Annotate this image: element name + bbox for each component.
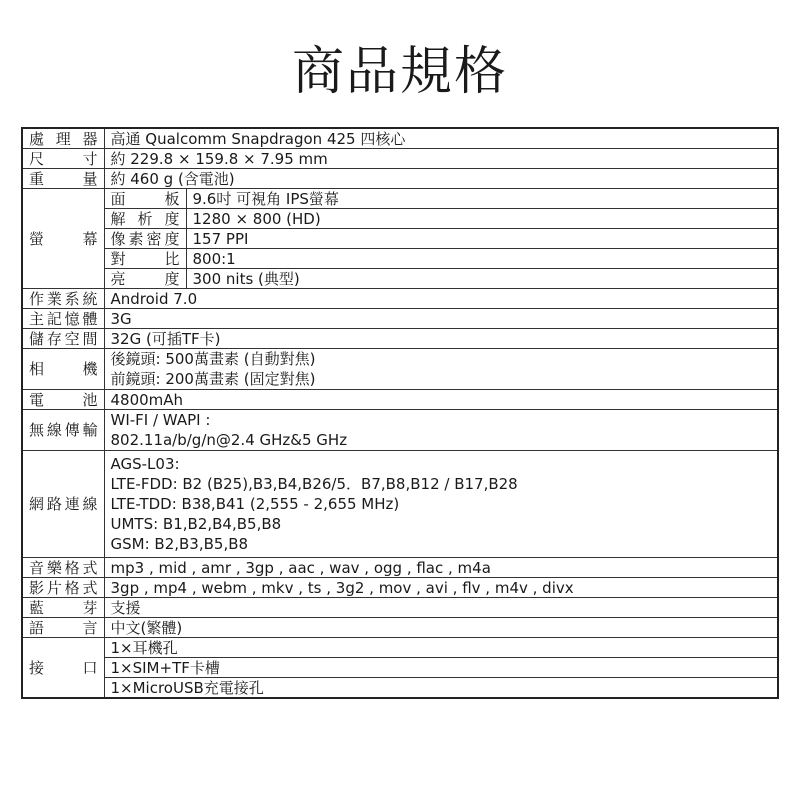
spec-label: 作業系統 bbox=[22, 289, 104, 309]
spec-value: 中文(繁體) bbox=[104, 618, 778, 638]
table-row-ports-3 bbox=[22, 678, 778, 699]
spec-value: mp3 , mid , amr , 3gp , aac , wav , ogg , flac , m4a bbox=[104, 558, 778, 578]
table-row-audio bbox=[22, 558, 778, 578]
table-row-os bbox=[22, 289, 778, 309]
spec-value-line: AGS-L03: bbox=[110, 455, 180, 473]
spec-value: Android 7.0 bbox=[104, 289, 778, 309]
table-row-video bbox=[22, 578, 778, 598]
spec-value: 3G bbox=[104, 309, 778, 329]
spec-sublabel: 亮度 bbox=[104, 269, 186, 289]
spec-label: 儲存空間 bbox=[22, 329, 104, 349]
spec-label: 處理器 bbox=[22, 128, 104, 149]
spec-label: 音樂格式 bbox=[22, 558, 104, 578]
spec-sublabel: 對比 bbox=[104, 249, 186, 269]
page-title: 商品規格 bbox=[291, 42, 508, 102]
spec-label: 藍芽 bbox=[22, 598, 104, 618]
spec-value-line: WI-FI / WAPI : bbox=[110, 411, 211, 429]
spec-label: 重量 bbox=[22, 169, 104, 189]
table-row-screen-contrast bbox=[22, 249, 778, 269]
spec-label: 電池 bbox=[22, 390, 104, 410]
spec-value bbox=[104, 451, 778, 558]
spec-label: 相機 bbox=[22, 349, 104, 390]
spec-value bbox=[104, 349, 778, 390]
spec-value: 157 PPI bbox=[186, 229, 778, 249]
table-row-storage bbox=[22, 329, 778, 349]
table-row-bluetooth bbox=[22, 598, 778, 618]
spec-sublabel: 像素密度 bbox=[104, 229, 186, 249]
spec-value-line: 後鏡頭: 500萬畫素 (自動對焦) bbox=[110, 350, 316, 368]
spec-value-line: 前鏡頭: 200萬畫素 (固定對焦) bbox=[110, 370, 316, 388]
spec-value: 約 229.8 × 159.8 × 7.95 mm bbox=[104, 149, 778, 169]
table-row-ports-1 bbox=[22, 638, 778, 658]
table-row-weight bbox=[22, 169, 778, 189]
spec-sublabel: 解析度 bbox=[104, 209, 186, 229]
spec-value: 約 460 g (含電池) bbox=[104, 169, 778, 189]
spec-value-line: LTE-FDD: B2 (B25),B3,B4,B26/5．B7,B8,B12 / B17,B28 bbox=[110, 475, 518, 493]
spec-value: 支援 bbox=[104, 598, 778, 618]
spec-value-line: LTE-TDD: B38,B41 (2,555 - 2,655 MHz) bbox=[110, 495, 400, 513]
table-row-language bbox=[22, 618, 778, 638]
spec-value: 1×SIM+TF卡槽 bbox=[104, 658, 778, 678]
spec-label: 無線傳輸 bbox=[22, 410, 104, 451]
spec-table bbox=[21, 127, 779, 699]
table-row-cpu bbox=[22, 128, 778, 149]
table-row-network bbox=[22, 451, 778, 558]
spec-value: 1280 × 800 (HD) bbox=[186, 209, 778, 229]
spec-value: 800:1 bbox=[186, 249, 778, 269]
table-row-screen-ppi bbox=[22, 229, 778, 249]
table-row-ports-2 bbox=[22, 658, 778, 678]
table-row-ram bbox=[22, 309, 778, 329]
spec-value-line: UMTS: B1,B2,B4,B5,B8 bbox=[110, 515, 282, 533]
spec-value: 高通 Qualcomm Snapdragon 425 四核心 bbox=[104, 128, 778, 149]
spec-value-line: GSM: B2,B3,B5,B8 bbox=[110, 535, 249, 553]
spec-label: 螢幕 bbox=[22, 189, 104, 289]
spec-label: 主記憶體 bbox=[22, 309, 104, 329]
spec-label: 尺寸 bbox=[22, 149, 104, 169]
spec-value: 1×MicroUSB充電接孔 bbox=[104, 678, 778, 699]
table-row-size bbox=[22, 149, 778, 169]
spec-value: 4800mAh bbox=[104, 390, 778, 410]
spec-label: 影片格式 bbox=[22, 578, 104, 598]
spec-value-line: 802.11a/b/g/n@2.4 GHz&5 GHz bbox=[110, 431, 348, 449]
spec-sublabel: 面板 bbox=[104, 189, 186, 209]
spec-label: 語言 bbox=[22, 618, 104, 638]
table-row-screen-panel bbox=[22, 189, 778, 209]
spec-value: 1×耳機孔 bbox=[104, 638, 778, 658]
spec-label: 接口 bbox=[22, 638, 104, 699]
table-row-battery bbox=[22, 390, 778, 410]
table-row-camera bbox=[22, 349, 778, 390]
table-row-screen-resolution bbox=[22, 209, 778, 229]
table-row-wireless bbox=[22, 410, 778, 451]
table-row-screen-brightness bbox=[22, 269, 778, 289]
spec-value bbox=[104, 410, 778, 451]
spec-value: 3gp , mp4 , webm , mkv , ts , 3g2 , mov , avi , flv , m4v , divx bbox=[104, 578, 778, 598]
spec-value: 32G (可插TF卡) bbox=[104, 329, 778, 349]
spec-value: 9.6吋 可視角 IPS螢幕 bbox=[186, 189, 778, 209]
spec-label: 網路連線 bbox=[22, 451, 104, 558]
spec-value: 300 nits (典型) bbox=[186, 269, 778, 289]
